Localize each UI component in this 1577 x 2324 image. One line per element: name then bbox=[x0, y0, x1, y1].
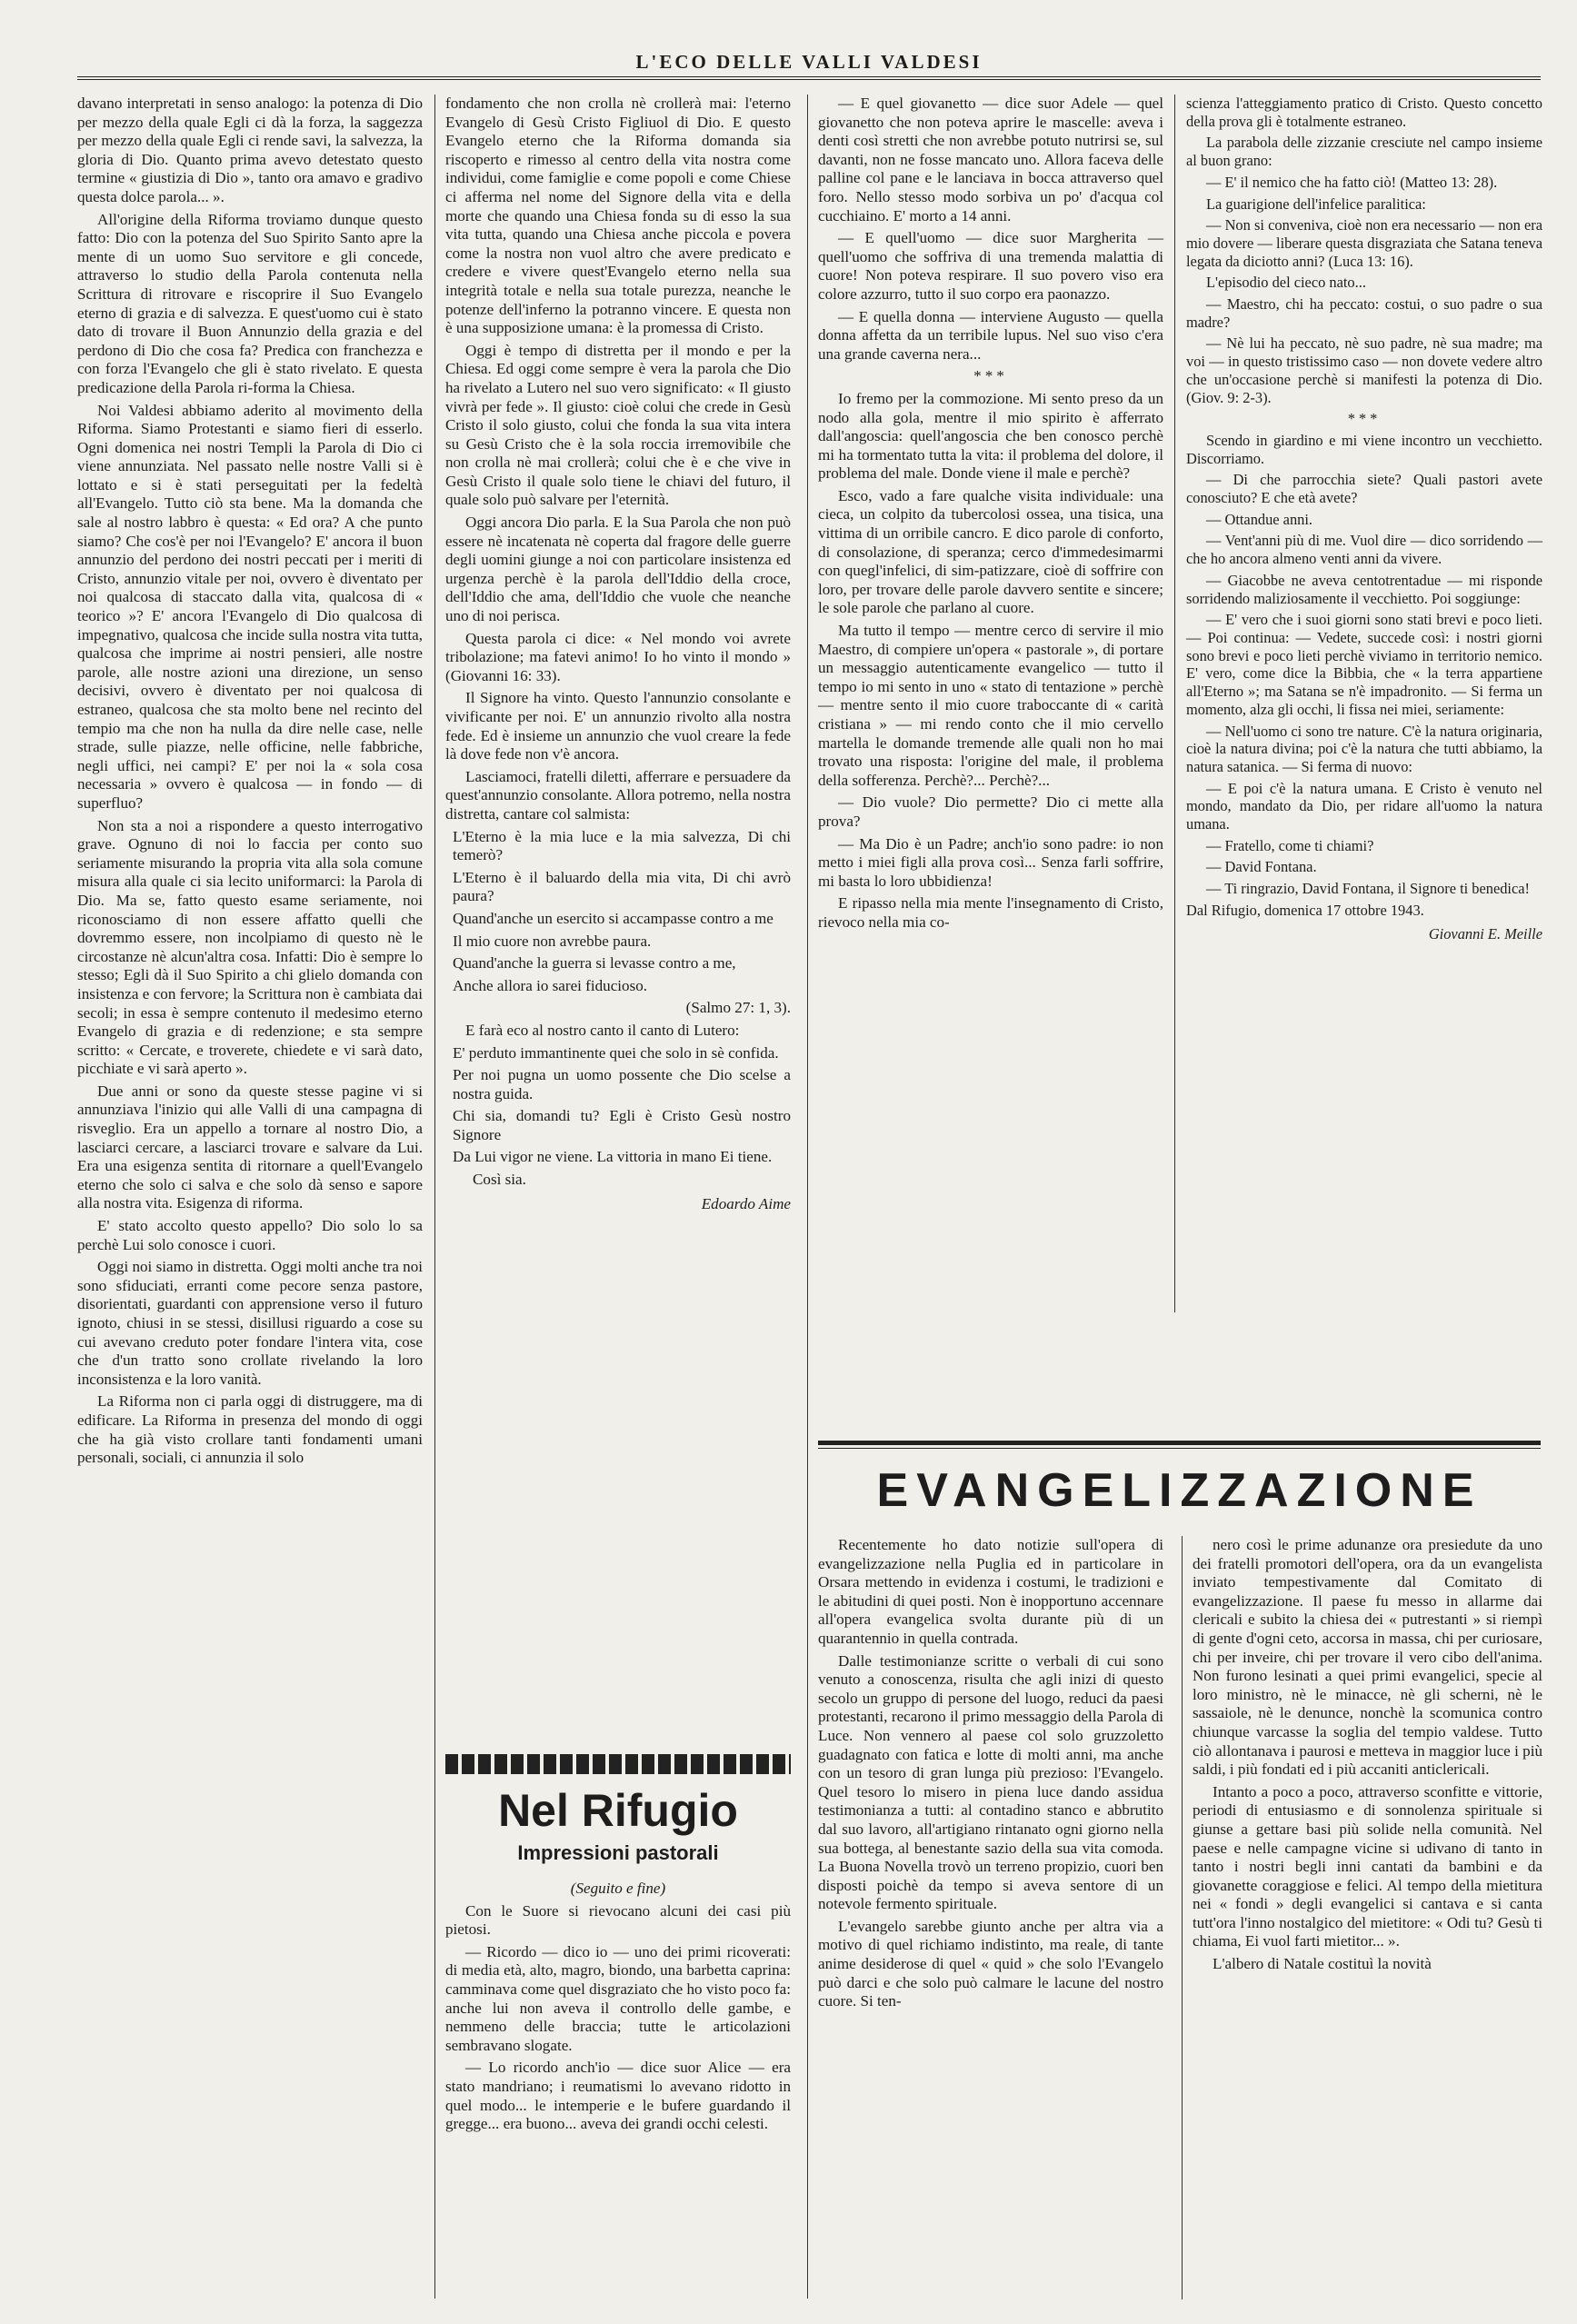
paragraph: La Riforma non ci parla oggi di distruggere, ma di edificare. La Riforma in presenza del mondo di oggi che ha già visto crollare tanti fondamenti umani personali, sociali, ci annunzia il solo bbox=[77, 1392, 423, 1467]
paragraph: L'albero di Natale costituì la novità bbox=[1213, 1955, 1432, 1973]
paragraph: — E quell'uomo — dice suor Margherita — quell'uomo che soffriva di una tremenda malattia di cuore! Non poteva respirare. Il suo povero viso era colore azzurro, tutto il suo corpo era paonazzo. bbox=[818, 229, 1163, 303]
paragraph: — Ti ringrazio, David Fontana, il Signore ti benedica! bbox=[1206, 880, 1530, 898]
paragraph: — E poi c'è la natura umana. E Cristo è venuto nel mondo, mandato da Dio, per ridare all'uomo la natura umana. bbox=[1186, 779, 1542, 833]
hymn-verse: Per noi pugna un uomo possente che Dio scelse a nostra guida. bbox=[453, 1066, 791, 1102]
article-title-evangelizzazione: EVANGELIZZAZIONE bbox=[876, 1464, 1482, 1517]
hymn-verse: Così sia. bbox=[473, 1171, 526, 1189]
article-title-rifugio: Nel Rifugio bbox=[498, 1785, 738, 1836]
paragraph: E ripasso nella mia mente l'insegnamento di Cristo, rievoco nella mia co- bbox=[818, 894, 1163, 931]
paragraph: All'origine della Riforma troviamo dunque questo fatto: Dio con la potenza del Suo Spirito Santo apre la mente di un uomo Suo servitore e gli concede, attraverso lo studio della Parola contenuta nella Scrittura di ritrovare e riscoprire il Suo Evangelo eterno di grazia e di salvezza. E quest'uomo cui è stato dato di trovare il Buon Annunzio della grazia e del perdono di Dio che cosa fa? Predica con franchezza e con forza l'Evangelo che gli è stato rivelato. E questa predicazione della Parola ri-forma la Chiesa. bbox=[77, 210, 423, 396]
paragraph: Il Signore ha vinto. Questo l'annunzio consolante e vivificante per noi. E' un annunzio rivolto alla nostra fede. Ed è insieme un annunzio che vuol creare la fede là dove fede non v'è ancora. bbox=[445, 689, 791, 763]
hymn-verse: E' perduto immantinente quei che solo in sè confida. bbox=[453, 1043, 779, 1062]
paragraph: Questa parola ci dice: « Nel mondo voi avrete tribolazione; ma fatevi animo! Io ho vinto il mondo » (Giovanni 16: 33). bbox=[445, 629, 791, 684]
column-divider bbox=[807, 95, 808, 2299]
paragraph: Scendo in giardino e mi viene incontro un vecchietto. Discorriamo. bbox=[1186, 431, 1542, 467]
paragraph: Dalle testimonianze scritte o verbali di cui sono venuto a conoscenza, risulta che agli inizi di questo secolo un gruppo di persone del luogo, reduci da paesi protestanti, recarono il primo messaggio della Parola di Luce. Non vennero al paese col solo gruzzoletto guadagnato con fatica e lotte di molti anni, ma anche con un tesoro di gran lunga più prezioso: l'Evangelo. Quel tesoro lo misero in piena luce dando assidua testimonianza a tutti: al contadino stanco e abbrutito dal suo lavoro, all'artigiano rintanato ogni giorno nella sua bottega, al benestante sazio della sua vita comoda. La Buona Novella trovò un terreno propizio, cuori ben disposti poichè da tempo si aveva sentore di un notevole fermento spirituale. bbox=[818, 1651, 1163, 1913]
masthead-rule bbox=[77, 76, 1541, 80]
paragraph: — Nè lui ha peccato, nè suo padre, nè sua madre; ma voi — in questo tristissimo caso — non dovete vedere altro che un'occasione perchè si manifesti la potenza di Dio. (Giov. 9: 2-3). bbox=[1186, 334, 1542, 406]
paragraph: — Nell'uomo ci sono tre nature. C'è la natura originaria, cioè la natura divina; poi c'è la natura che tutti abbiamo, la natura satanica. — Si ferma di nuovo: bbox=[1186, 722, 1542, 775]
paragraph: — David Fontana. bbox=[1206, 858, 1317, 876]
paragraph: — Maestro, chi ha peccato: costui, o suo padre o sua madre? bbox=[1186, 295, 1542, 331]
evangelizzazione-column-1 bbox=[818, 1536, 1163, 2299]
paragraph: Lasciamoci, fratelli diletti, afferrare e persuadere da quest'annunzio consolante. Allora potremo, nella nostra distretta, cantare col salmista: bbox=[445, 767, 791, 823]
paragraph: — Ricordo — dico io — uno dei primi ricoverati: di media età, alto, magro, biondo, una barbetta caprina: camminava come quel disgraziato che ho visto poco fa: anche lui non aveva il controllo delle gambe, e nemmeno delle braccia; tutte le articolazioni sembravano slogate. bbox=[445, 1942, 791, 2054]
paragraph: — Giacobbe ne aveva centotrentadue — mi risponde sorridendo maliziosamente il vecchietto. Poi soggiunge: bbox=[1186, 571, 1542, 607]
column-divider bbox=[434, 95, 435, 2299]
paragraph: — E' vero che i suoi giorni sono stati brevi e poco lieti. — Poi continua: — Vedete, succede così: i nostri giorni sono brevi e poco lieti perchè viviamo in territorio nemico. E' vero, come dice la Bibbia, che « la terra appartiene all'Eterno »; ma Satana se n'è impadronito. — Si ferma un momento, alza gli occhi, li fissa nei miei, seriamente: bbox=[1186, 611, 1542, 718]
paragraph: — Ma Dio è un Padre; anch'io sono padre: io non metto i miei figli alla prova così... Senza farli soffrire, mi basta lo loro ubbidienza! bbox=[818, 834, 1163, 890]
section-rule bbox=[818, 1448, 1541, 1449]
paragraph: — E quella donna — interviene Augusto — quella donna affetta da un terribile lupus. Nel suo viso c'era una grande caverna nera... bbox=[818, 307, 1163, 363]
psalm-reference: (Salmo 27: 1, 3). bbox=[685, 999, 791, 1017]
hymn-verse: Da Lui vigor ne viene. La vittoria in mano Ei tiene. bbox=[453, 1148, 773, 1166]
article-column-1 bbox=[77, 95, 423, 2303]
paragraph: davano interpretati in senso analogo: la potenza di Dio per mezzo della quale Egli ci dà la forza, la saggezza per mezzo della quale Egli ci rende savi, la salvezza, la gloria di Dio. Quanto prima avevo detestato questo termine « giustizia di Dio », tanto ora amavo e gradivo questa dolce parola... ». bbox=[77, 95, 423, 205]
paragraph: — Fratello, come ti chiami? bbox=[1206, 836, 1374, 854]
psalm-verse: Anche allora io sarei fiducioso. bbox=[453, 976, 648, 994]
paragraph: Oggi noi siamo in distretta. Oggi molti anche tra noi sono sfiduciati, erranti come pecore senza pastore, disorientati, guardanti con apprensione verso il futuro ignoto, chiusi in se stessi, disillusi riguardo a cose su cui avevano creduto poter fondare l'intera vita, cose che d'un tratto sono crollate rivelando la loro inconsistenza e la loro vanità. bbox=[77, 1258, 423, 1388]
masthead-title: L'ECO DELLE VALLI VALDESI bbox=[635, 51, 983, 73]
paragraph: Non sta a noi a rispondere a questo interrogativo grave. Ognuno di noi lo faccia per conto suo seriamente misurando la propria vita alla sola comune misura alla quale ci sia lecito uniformarci: la Parola di Dio. Ma se, fatto questo esame seriamente, noi riconosciamo di non essere affatto quelli che dovremmo essere, non incolpiamo di questo nè le circostanze nè alcun'altra cosa. Infatti: Dio è sempre lo stesso; Egli dà il Suo Spirito a chi glielo domanda con insistenza e con fervore; la Scrittura non è cambiata dai secoli; in essa è sempre contenuto il medesimo eterno Evangelo di grazia e di redenzione; e sta sempre scritto: « Cercate, e troverete, chiedete e vi sarà dato, picchiate e vi sarà aperto ». bbox=[77, 816, 423, 1078]
evangelizzazione-column-2 bbox=[1193, 1536, 1542, 2299]
paragraph: — Dio vuole? Dio permette? Dio ci mette alla prova? bbox=[818, 793, 1163, 830]
paragraph: Con le Suore si rievocano alcuni dei casi più pietosi. bbox=[445, 1901, 791, 1939]
paragraph: Noi Valdesi abbiamo aderito al movimento della Riforma. Siamo Protestanti e siamo fieri di esserlo. Ogni domenica nei nostri Templi la Parola di Dio ci viene annunziata. Nel passato nelle nostre Valli si è lottato e si è stati perseguitati per la fedeltà all'Evangelo. Tutto ciò sta bene. Ma la domanda che sale al nostro labbro è questa: « Ed ora? A che punto siamo? Che cos'è per noi l'Evangelo? E' ancora il buon annunzio del perdono dei nostri peccati per i meriti di Cristo, annunzio vitale per noi, ovvero è diventato per noi qualcosa di staccato dalla vita, qualcosa di « teorico »? E' ancora l'Evangelo di Dio qualcosa di impegnativo, qualcosa che incide sulla nostra vita tutta, qualcosa che imprime ai nostri pensieri, alle nostre parole, alle nostre azioni una direzione, un senso decisivi, ovvero è diventato per noi qualcosa di estraneo, qualcosa che sta molto bene nel recinto del tempio ma che non ha nulla da dire nelle case, nelle strade, sulle piazze, nelle officine, nelle fabbriche, negli uffici, nei campi? E' per noi la « sola cosa necessaria » ovvero è qualcosa — in fondo — di superfluo? bbox=[77, 401, 423, 812]
paragraph: nero così le prime adunanze ora presiedute da uno dei fratelli promotori dell'opera, ora da un evangelista inviato tempestivamente dal Comitato di evangelizzazione. Il paese fu messo in allarme dai clericali e subito la chiesa dei « putrestanti » si riempì di gente d'ogni ceto, accorsa in massa, chi per curiosare, chi per inveire, chi per trovare il vero cibo dell'anima. Non furono lesinati a quei primi evangelici, specie al loro ministro, nè le minacce, nè gli scherni, nè le sassaiole, nè le denunce, nonchè la scomunica contro chiunque varcasse la soglia del tempio valdese. Tutto ciò allontanava i paurosi e metteva in maggior luce i più saldi, i più fondati ed i più accaniti anticlericali. bbox=[1193, 1536, 1542, 1779]
section-separator: *** bbox=[1347, 410, 1382, 428]
paragraph: E farà eco al nostro canto il canto di Lutero: bbox=[465, 1021, 740, 1039]
paragraph: La parabola delle zizzanie cresciute nel campo insieme al buon grano: bbox=[1186, 134, 1542, 170]
decorative-band bbox=[445, 1754, 791, 1774]
paragraph: L'episodio del cieco nato... bbox=[1206, 274, 1366, 292]
paragraph: Io fremo per la commozione. Mi sento preso da un nodo alla gola, mentre il mio spirito è afferrato dall'angoscia: quell'angoscia che ben conosco perchè mi ha tormentato tutta la vita: il problema del dolore, il problema del male. Donde viene il male e perchè? bbox=[818, 389, 1163, 483]
paragraph: scienza l'atteggiamento pratico di Cristo. Questo concetto della prova gli è totalmente estraneo. bbox=[1186, 95, 1542, 130]
author-signature: Edoardo Aime bbox=[701, 1194, 791, 1212]
paragraph: Ma tutto il tempo — mentre cerco di servire il mio Maestro, di compiere un'opera « pastorale », di portare un messaggio autenticamente evangelico — tutto il tempo io mi sento in uno « stato di tentazione » perchè — mentre sento il mio cuore traboccante di « carità cristiana » — mi rendo conto che il mio cervello martella le domande tremende alle quali non ho mai trovato una risposta: l'origine del male, il problema della sofferenza. Perchè?... Perchè?... bbox=[818, 622, 1163, 789]
psalm-verse: Il mio cuore non avrebbe paura. bbox=[453, 932, 652, 950]
author-signature: Giovanni E. Meille bbox=[1428, 924, 1542, 943]
paragraph: Recentemente ho dato notizie sull'opera di evangelizzazione nella Puglia ed in particolare in Orsara mettendo in evidenza i costumi, le tradizioni e le abitudini di quei posti. Non è inopportuno accennare all'opera evangelica svolta durante più di un quarantennio in quella contrada. bbox=[818, 1536, 1163, 1647]
article-column-3 bbox=[818, 95, 1163, 1303]
psalm-verse: Quand'anche un esercito si accampasse contro a me bbox=[453, 909, 774, 927]
paragraph: — Ottandue anni. bbox=[1206, 510, 1313, 528]
paragraph: E' stato accolto questo appello? Dio solo lo sa perchè Lui solo conosce i cuori. bbox=[77, 1217, 423, 1253]
paragraph: Esco, vado a fare qualche visita individuale: una cieca, un colpito da tubercolosi ossea, una tisica, una vittima di un orribile cancro. E dico parole di conforto, di consolazione, di speranza; cerco d'immedesimarmi con quegl'infelici, di sim-patizzare, cioè di soffrire con loro, per trovare delle parole davvero sentite e sincere; le sole parole che parlano al cuore. bbox=[818, 486, 1163, 617]
paragraph: — E' il nemico che ha fatto ciò! (Matteo 13: 28). bbox=[1206, 173, 1498, 191]
psalm-verse: L'Eterno è la mia luce e la mia salvezza, Di chi temerò? bbox=[453, 827, 791, 864]
paragraph: Oggi ancora Dio parla. E la Sua Parola che non può essere nè incatenata nè coperta dal fragore delle guerre degli uomini giunge a noi con particolare insistenza ed urgenza perchè è la parola dell'Iddio della croce, dell'Iddio che ama, dell'Iddio che vuole che neanche uno di noi perisca. bbox=[445, 514, 791, 625]
paragraph: — E quel giovanetto — dice suor Adele — quel giovanetto che non poteva aprire le mascelle: aveva i denti così stretti che non avrebbe potuto nutrirsi se, sul davanti, non ne fosse mancato uno. Allora faceva delle palline col pane e le lanciava in bocca attraverso quel foro. Nello stesso modo sorbiva un po' d'acqua col cucchiaino. E' morto a 14 anni. bbox=[818, 95, 1163, 224]
column-divider bbox=[1174, 95, 1175, 1312]
section-rule bbox=[818, 1441, 1541, 1445]
paragraph: — Non si conveniva, cioè non era necessario — non era mio dovere — liberare questa disgraziata che Satana teneva legata da diciotto anni? (Luca 13: 16). bbox=[1186, 216, 1542, 270]
paragraph: — Di che parrocchia siete? Quali pastori avete conosciuto? E che età avete? bbox=[1186, 471, 1542, 507]
psalm-verse: L'Eterno è il baluardo della mia vita, Di chi avrò paura? bbox=[453, 868, 791, 905]
paragraph: fondamento che non crolla nè crollerà mai: l'eterno Evangelo di Gesù Cristo Figliuol di Dio. E questo Evangelo eterno che la Riforma domanda sia riscoperto e rimesso al centro della vita nostra come individui, come famiglie e come popoli e come Chiese ci afferma nel nome del Signore della vita e della morte che quando una Chiesa fonda su di esso la sua vita tutta, quando una Chiesa anche piccola e povera come la nostra non vuol altro che avere predicato e credere e vivere quest'Evangelo eterno nella sua integrità totale e nella sua totale purezza, neanche le potenze dell'inferno la potranno vincere. E questa non è una supposizione umana: è la promessa di Cristo. bbox=[445, 95, 791, 337]
paragraph: — Lo ricordo anch'io — dice suor Alice — era stato mandriano; i reumatismi lo avevano ridotto in quel modo... le intemperie e le bufere guardando il gregge... era buono... aveva dei grandi occhi celesti. bbox=[445, 2059, 791, 2133]
article-rifugio-start bbox=[445, 1880, 791, 2134]
psalm-verse: Quand'anche la guerra si levasse contro a me, bbox=[453, 954, 736, 972]
paragraph: Due anni or sono da queste stesse pagine vi si annunziava l'inizio qui alle Valli di una campagna di risveglio. Era un appello a tornare al nostro Dio, a lasciarci cercare, a lasciarci trovare e salvare da Lui. Era una esigenza sentita di ritornare a quell'Evangelo eterno che solo ci salva e che solo dà senso e sapore alla nostra vita. Esigenza di riforma. bbox=[77, 1082, 423, 1212]
dateline: Dal Rifugio, domenica 17 ottobre 1943. bbox=[1186, 901, 1424, 919]
paragraph: Oggi è tempo di distretta per il mondo e per la Chiesa. Ed oggi come sempre è vera la parola che Dio ha rivelato a Lutero nel suo vero significato: « Il giusto vivrà per fede ». Il giusto: cioè colui che crede in Gesù Cristo il solo giusto, colui che fonda la sua vita intera su Gesù Cristo che è la sola roccia irremovibile che non crolla nè mai crollerà; colui che è e che vive in Gesù Cristo il quale solo tiene le chiavi del futuro, il quale solo può salvare per l'eternità. bbox=[445, 341, 791, 509]
paragraph: — Vent'anni più di me. Vuol dire — dico sorridendo — che ho ancora almeno venti anni da vivere. bbox=[1186, 532, 1542, 568]
section-separator: *** bbox=[973, 367, 1008, 385]
article-column-4 bbox=[1186, 95, 1542, 1421]
paragraph: Intanto a poco a poco, attraverso sconfitte e vittorie, periodi di entusiasmo e di sonnolenza spirituale si giunse a gettare basi più solide nella comunità. Nel paese e nelle campagne vicine si udivano di tanto in tanto i nostri begli inni cantati da bambini e da giovanette coraggiose e felici. Al tempo della mietitura nei « fondi » degli evangelici si cantava e si canta tutt'ora l'inno nostalgico del mietitore: « Odi tu? Gesù ti chiama, Ei vuol farti mietitor... ». bbox=[1193, 1782, 1542, 1950]
column-divider bbox=[1182, 1536, 1183, 2299]
article-subtitle-rifugio: Impressioni pastorali bbox=[517, 1841, 719, 1864]
paragraph: La guarigione dell'infelice paralitica: bbox=[1206, 194, 1426, 213]
hymn-verse: Chi sia, domandi tu? Egli è Cristo Gesù nostro Signore bbox=[453, 1107, 791, 1143]
continuation-note: (Seguito e fine) bbox=[570, 1880, 666, 1897]
paragraph: L'evangelo sarebbe giunto anche per altra via a motivo di quel richiamo indistinto, ma reale, di tante anime desiderose di quel « quid » che solo l'Evangelo può darci e che solo può calmare le lacune del nostro cuore. Si ten- bbox=[818, 1917, 1163, 2010]
